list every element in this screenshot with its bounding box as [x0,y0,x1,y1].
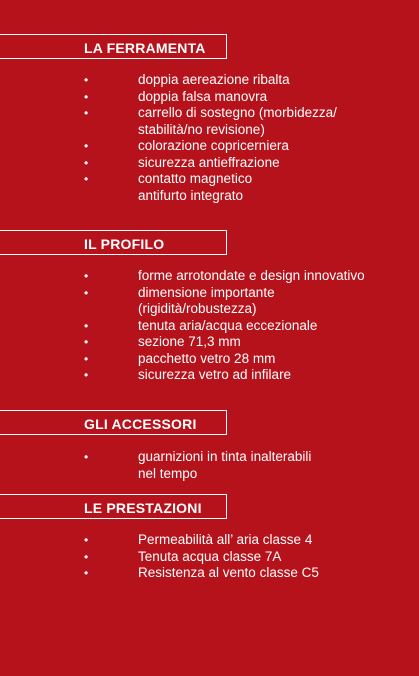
bullet-icon: • [84,368,89,382]
list-item [0,72,419,89]
list-item-text: carrello di sostegno (morbidezza/ [138,105,337,120]
list-item-text: dimensione importante [138,284,275,300]
feature-list [0,268,419,384]
list-item [0,105,419,138]
list-item-text: contatto magnetico [138,171,253,186]
list-item [0,367,419,384]
list-item [0,549,419,566]
list-item-text: guarnizioni in tinta inalterabili [138,449,312,464]
bullet-icon: • [84,106,89,120]
section-title: LE PRESTAZIONI [84,500,202,516]
bullet-icon: • [84,89,89,104]
bullet-icon: • [84,73,89,87]
bullet-icon: • [84,285,89,300]
bullet-icon: • [84,351,89,366]
list-item-text: pacchetto vetro 28 mm [138,350,276,366]
list-item [0,532,419,549]
list-item-text: doppia aereazione ribalta [138,72,290,87]
section-heading-box [0,410,227,435]
bullet-icon: • [84,139,89,153]
list-item-text: sicurezza antieffrazione [138,154,280,170]
bullet-icon: • [84,318,89,333]
section-title: GLI ACCESSORI [84,416,197,432]
bullet-icon: • [84,335,89,349]
bullet-icon: • [84,155,89,170]
section-heading-box [0,494,227,519]
list-item-text: nel tempo [138,465,198,481]
section-heading-box [0,230,227,255]
list-item [0,285,419,318]
list-item-text: colorazione copricerniera [138,138,289,153]
list-item-text: doppia falsa manovra [138,88,268,104]
feature-list [0,532,419,582]
list-item [0,334,419,351]
bullet-icon: • [84,269,89,283]
list-item [0,268,419,285]
list-item [0,351,419,368]
list-item-text: Permeabilità all’ aria classe 4 [138,532,313,547]
section-heading-box [0,34,227,59]
list-item [0,449,419,482]
list-item-text: sicurezza vetro ad infilare [138,367,292,382]
list-item-text: Resistenza al vento classe C5 [138,565,319,580]
section-title: IL PROFILO [84,236,165,252]
list-item [0,155,419,172]
list-item-text: stabilità/no revisione) [138,121,265,137]
list-item [0,318,419,335]
list-item [0,138,419,155]
bullet-icon: • [84,566,89,580]
list-item [0,171,419,204]
bullet-icon: • [84,533,89,547]
section-title: LA FERRAMENTA [84,40,206,56]
list-item-text: (rigidità/robustezza) [138,301,257,316]
list-item-text: antifurto integrato [138,187,244,203]
bullet-icon: • [84,549,89,564]
list-item [0,565,419,582]
list-item-text: Tenuta acqua classe 7A [138,548,282,564]
bullet-icon: • [84,172,89,186]
feature-list [0,72,419,204]
list-item-text: forme arrotondate e design innovativo [138,268,365,283]
list-item-text: tenuta aria/acqua eccezionale [138,317,318,333]
bullet-icon: • [84,450,89,464]
list-item-text: sezione 71,3 mm [138,334,241,349]
feature-list [0,449,419,482]
list-item [0,89,419,106]
